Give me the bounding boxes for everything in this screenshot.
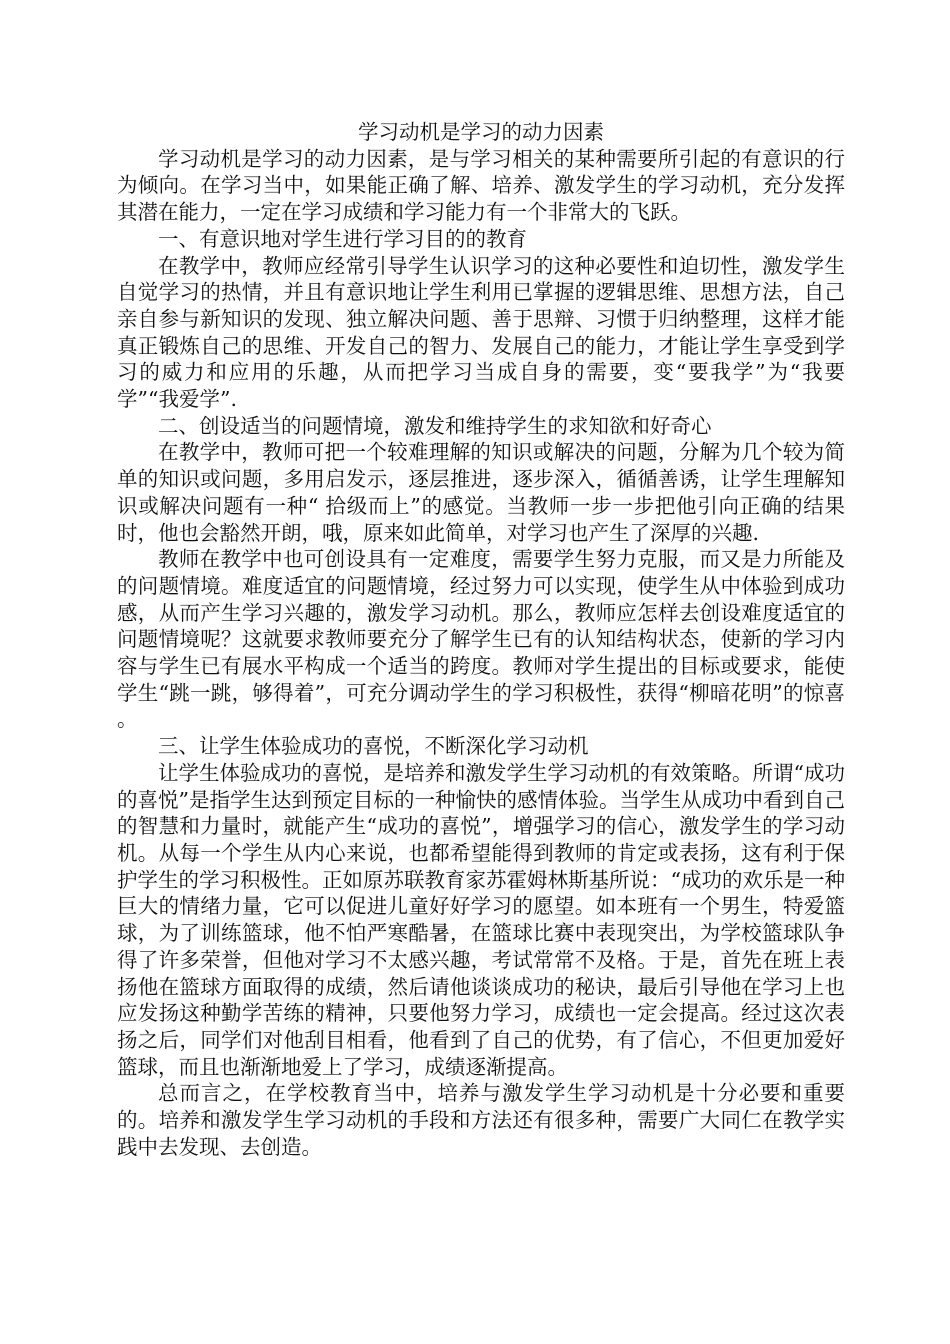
document-page: [117, 119, 845, 1160]
intro-paragraph: 学习动机是学习的动力因素，是与学习相关的某种需要所引起的有意识的行为倾向。在学习当中，如果能正确了解、培养、激发学生的学习动机，充分发挥其潜在能力，一定在学习成绩和学习能力有一个非常大的飞跃。: [117, 146, 845, 225]
section-2-paragraph-1: 在教学中，教师可把一个较难理解的知识或解决的问题，分解为几个较为简单的知识或问题，多用启发示，逐层推进，逐步深入，循循善诱，让学生理解知识或解决问题有一种“ 拾级而上”的感觉。当教师一步一步把他引向正确的结果时，他也会豁然开朗，哦，原来如此简单，对学习也产生了深厚的兴趣.: [117, 440, 845, 545]
conclusion-paragraph: 总而言之，在学校教育当中，培养与激发学生学习动机是十分必要和重要的。培养和激发学生学习动机的手段和方法还有很多种，需要广大同仁在教学实践中去发现、去创造。: [117, 1081, 845, 1159]
section-heading-1: 一、有意识地对学生进行学习目的的教育: [158, 226, 527, 251]
section-3-paragraph: 让学生体验成功的喜悦，是培养和激发学生学习动机的有效策略。所谓“成功的喜悦”是指学生达到预定目标的一种愉快的感情体验。当学生从成功中看到自己的智慧和力量时，就能产生“成功的喜悦”，增强学习的信心，激发学生的学习动机。从每一个学生从内心来说，也都希望能得到教师的肯定或表扬，这有利于保护学生的学习积极性。正如原苏联教育家苏霍姆林斯基所说：“成功的欢乐是一种巨大的情绪力量，它可以促进儿童好好学习的愿望。如本班有一个男生，特爱篮球，为了训练篮球，他不怕严寒酷暑，在篮球比赛中表现突出，为学校篮球队争得了许多荣誉，但他对学习不太感兴趣，考试常常不及格。于是，首先在班上表扬他在篮球方面取得的成绩，然后请他谈谈成功的秘诀，最后引导他在学习上也应发扬这种勤学苦练的精神，只要他努力学习，成绩也一定会提高。经过这次表扬之后，同学们对他刮目相看，他看到了自己的优势，有了信心，不但更加爱好篮球，而且也渐渐地爱上了学习，成绩逐渐提高。: [117, 760, 845, 1079]
section-heading-2: 二、创设适当的问题情境，激发和维持学生的求知欲和好奇心: [158, 413, 712, 438]
section-2-paragraph-2: 教师在教学中也可创设具有一定难度，需要学生努力克服，而又是力所能及的问题情境。难度适宜的问题情境，经过努力可以实现，使学生从中体验到成功感，从而产生学习兴趣的，激发学习动机。那么，教师应怎样去创设难度适宜的问题情境呢？这就要求教师要充分了解学生已有的认知结构状态，使新的学习内容与学生已有展水平构成一个适当的跨度。教师对学生提出的目标或要求，能使学生“跳一跳，够得着”，可充分调动学生的学习积极性，获得“柳暗花明”的惊喜 。: [117, 547, 845, 732]
section-1-paragraph: 在教学中，教师应经常引导学生认识学习的这种必要性和迫切性，激发学生自觉学习的热情，并且有意识地让学生利用已掌握的逻辑思维、思想方法，自己亲自参与新知识的发现、独立解决问题、善于思辩、习惯于归纳整理，这样才能真正锻炼自己的思维、开发自己的智力、发展自己的能力，才能让学生享受到学习的威力和应用的乐趣，从而把学习当成自身的需要，变“要我学”为“我要学”“我爱学”.: [117, 253, 845, 412]
document-title: 学习动机是学习的动力因素: [358, 120, 604, 144]
section-heading-3: 三、让学生体验成功的喜悦，不断深化学习动机: [158, 734, 589, 759]
